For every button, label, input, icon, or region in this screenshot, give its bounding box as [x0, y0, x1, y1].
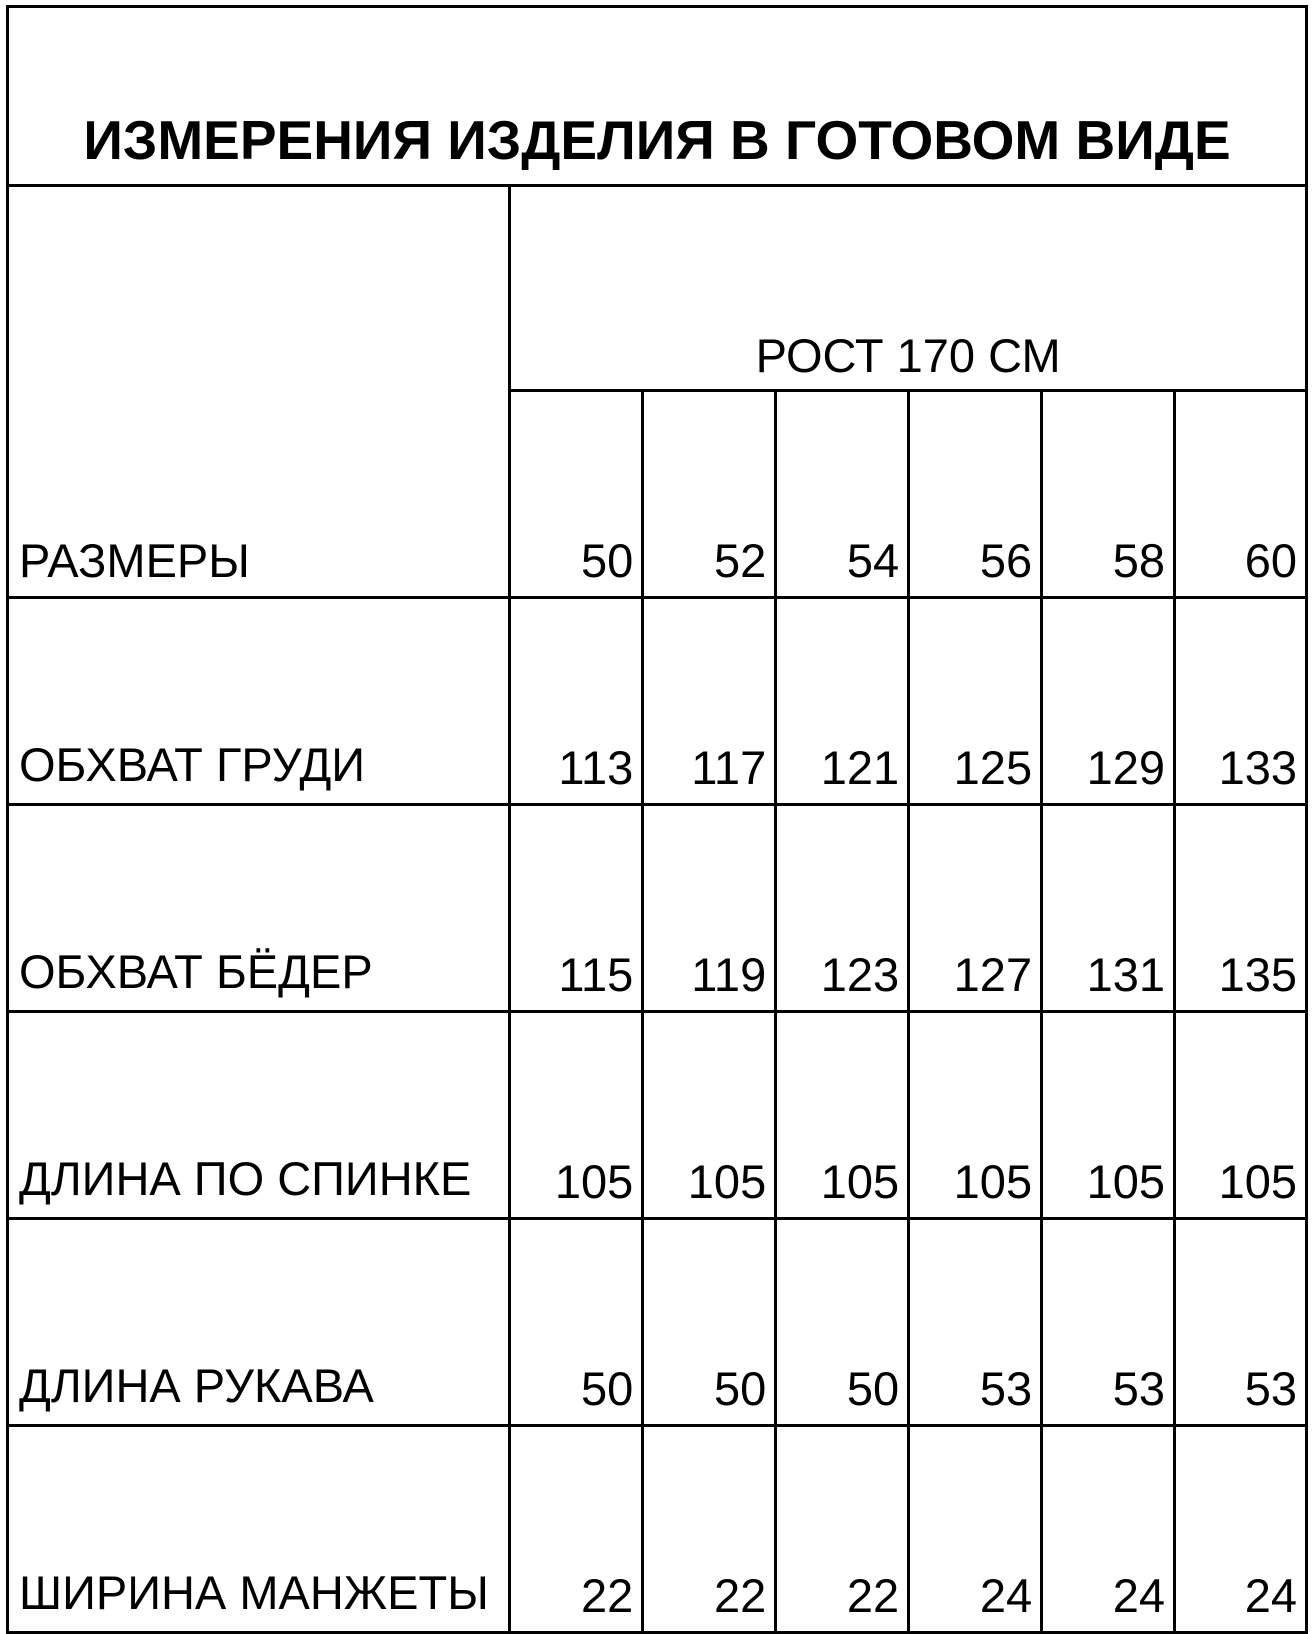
- row-label: ДЛИНА РУКАВА: [8, 1219, 510, 1426]
- value-cell: 123: [776, 805, 909, 1012]
- row-label: ДЛИНА ПО СПИНКЕ: [8, 1012, 510, 1219]
- value-cell: 105: [1175, 1012, 1307, 1219]
- size-header-cell: 54: [776, 391, 909, 598]
- value-cell: 133: [1175, 598, 1307, 805]
- value-cell: 117: [643, 598, 776, 805]
- value-cell: 119: [643, 805, 776, 1012]
- value-cell: 129: [1042, 598, 1175, 805]
- value-cell: 105: [1042, 1012, 1175, 1219]
- size-header-cell: 50: [510, 391, 643, 598]
- value-cell: 53: [1175, 1219, 1307, 1426]
- row-label: ОБХВАТ БЁДЕР: [8, 805, 510, 1012]
- value-cell: 131: [1042, 805, 1175, 1012]
- value-cell: 113: [510, 598, 643, 805]
- table-title: ИЗМЕРЕНИЯ ИЗДЕЛИЯ В ГОТОВОМ ВИДЕ: [8, 7, 1307, 186]
- row-label: ШИРИНА МАНЖЕТЫ: [8, 1426, 510, 1633]
- size-chart-table: [6, 5, 1308, 1634]
- height-label: РОСТ 170 СМ: [510, 186, 1307, 391]
- size-header-cell: 52: [643, 391, 776, 598]
- value-cell: 105: [643, 1012, 776, 1219]
- value-cell: 125: [909, 598, 1042, 805]
- value-cell: 127: [909, 805, 1042, 1012]
- size-header-cell: 60: [1175, 391, 1307, 598]
- value-cell: 50: [776, 1219, 909, 1426]
- value-cell: 105: [909, 1012, 1042, 1219]
- value-cell: 105: [510, 1012, 643, 1219]
- sizes-label: РАЗМЕРЫ: [8, 186, 510, 598]
- table-row: [8, 1426, 1307, 1633]
- table-row: [8, 1219, 1307, 1426]
- value-cell: 135: [1175, 805, 1307, 1012]
- table-row: [8, 1012, 1307, 1219]
- value-cell: 53: [1042, 1219, 1175, 1426]
- table-row: [8, 805, 1307, 1012]
- value-cell: 115: [510, 805, 643, 1012]
- value-cell: 22: [776, 1426, 909, 1633]
- height-header-row: [8, 186, 1307, 391]
- value-cell: 22: [643, 1426, 776, 1633]
- value-cell: 121: [776, 598, 909, 805]
- value-cell: 24: [1042, 1426, 1175, 1633]
- value-cell: 53: [909, 1219, 1042, 1426]
- value-cell: 24: [909, 1426, 1042, 1633]
- title-row: [8, 7, 1307, 186]
- value-cell: 24: [1175, 1426, 1307, 1633]
- value-cell: 105: [776, 1012, 909, 1219]
- value-cell: 50: [510, 1219, 643, 1426]
- table-row: [8, 598, 1307, 805]
- value-cell: 22: [510, 1426, 643, 1633]
- size-header-cell: 56: [909, 391, 1042, 598]
- size-header-cell: 58: [1042, 391, 1175, 598]
- value-cell: 50: [643, 1219, 776, 1426]
- row-label: ОБХВАТ ГРУДИ: [8, 598, 510, 805]
